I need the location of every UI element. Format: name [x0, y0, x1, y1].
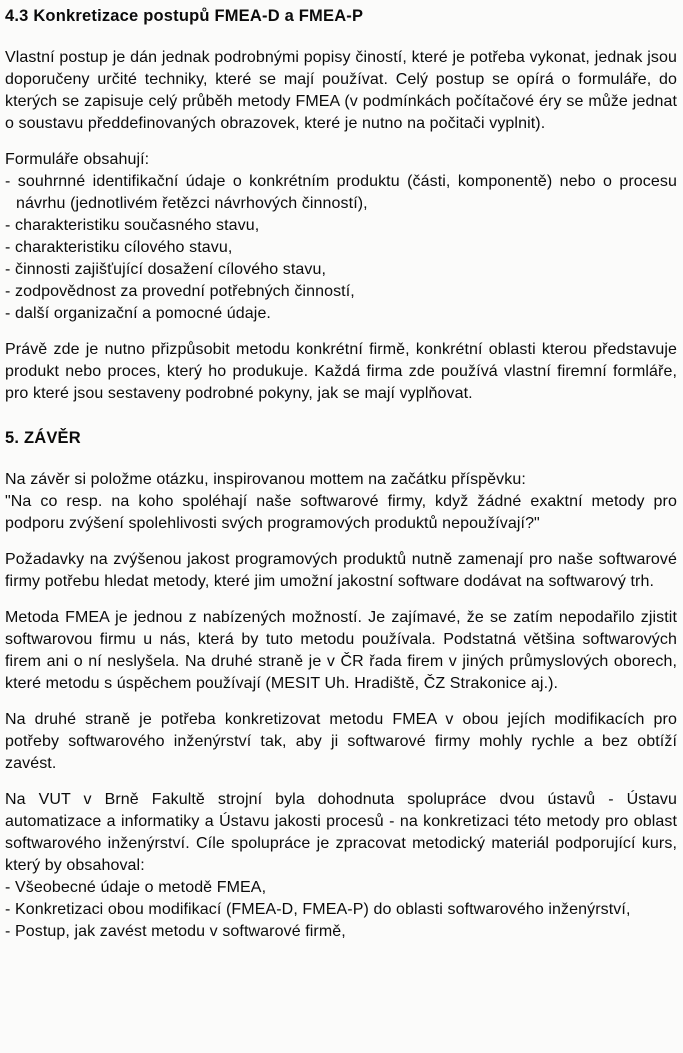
- paragraph-concretize: Na druhé straně je potřeba konkretizovat metodu FMEA v obou jejích modifikacích pro potřeby softwarového inženýrství tak, aby ji softwarové firmy mohly rychle a bez obtíží zavést.: [5, 711, 677, 772]
- list-item: - souhrnné identifikační údaje o konkrétním produktu (části, komponentě) nebo o procesu návrhu (jednotlivém řetězci návrhových činností),: [5, 173, 677, 212]
- list-item: - Postup, jak zavést metodu v softwarové firmě,: [5, 923, 346, 940]
- heading-section-5: 5. ZÁVĚR: [5, 429, 81, 447]
- list-item: - zodpovědnost za provední potřebných činností,: [5, 283, 355, 300]
- heading-section-4-3: 4.3 Konkretizace postupů FMEA-D a FMEA-P: [5, 7, 364, 25]
- paragraph-adaptation: Právě zde je nutno přizpůsobit metodu konkrétní firmě, konkrétní oblasti kterou představuje produkt nebo proces, který ho produkuje. Každá firma zde používá vlastní firemní formláře, pro které jsou sestaveny podrobné pokyny, jak se mají vyplňovat.: [5, 341, 677, 402]
- list-item: - charakteristiku cílového stavu,: [5, 239, 233, 256]
- list-item: - činnosti zajišťující dosažení cílového stavu,: [5, 261, 327, 278]
- paragraph-vut-cooperation: Na VUT v Brně Fakultě strojní byla dohodnuta spolupráce dvou ústavů - Ústavu automatizace a informatiky a Ústavu jakosti procesů - na konkretizaci této metody pro oblast softwarového inženýrství. Cíle spolupráce je zpracovat metodický materiál podporující kurs, který by obsahoval:: [5, 791, 677, 874]
- course-content-list: [5, 877, 677, 943]
- paragraph-fmea-option: Metoda FMEA je jednou z nabízených možností. Je zajímavé, že se zatím nepodařilo zjistit softwarovou firmu u nás, která by tuto metodu používala. Podstatná většina softwarových firem ani o ní neslyšela. Na druhé straně je v ČR řada firem v jiných průmyslových oborech, které metodu s úspěchem používají (MESIT Uh. Hradiště, ČZ Strakonice aj.).: [5, 609, 677, 692]
- paragraph-forms-intro: Formuláře obsahují:: [5, 151, 150, 168]
- paragraph-requirements: Požadavky na zvýšenou jakost programových produktů nutně zamenají pro naše softwarové firmy potřebu hledat metody, které jim umožní jakostní software dodávat na softwarový trh.: [5, 551, 677, 590]
- closing-question-quote: "Na co resp. na koho spoléhají naše softwarové firmy, když žádné exaktní metody pro podporu zvýšení spolehlivosti svých programových produktů nepoužívají?": [5, 493, 677, 532]
- list-item: - Všeobecné údaje o metodě FMEA,: [5, 879, 267, 896]
- list-item: - charakteristiku současného stavu,: [5, 217, 260, 234]
- paragraph-closing-question: [5, 469, 677, 535]
- list-item: - další organizační a pomocné údaje.: [5, 305, 271, 322]
- paragraph-own-procedure: Vlastní postup je dán jednak podrobnými popisy čiností, které je potřeba vykonat, jednak jsou doporučeny určité techniky, které se mají používat. Celý postup se opírá o formuláře, do kterých se zapisuje celý průběh metody FMEA (v podmínkách počítačové éry se může jednat o soustavu předdefinovaných obrazovek, které je nutno na počitači vyplnit).: [5, 49, 677, 132]
- list-item: - Konkretizaci obou modifikací (FMEA-D, FMEA-P) do oblasti softwarového inženýrství,: [5, 901, 631, 918]
- forms-content-list: [5, 171, 677, 325]
- closing-question-intro: Na závěr si položme otázku, inspirovanou mottem na začátku příspěvku:: [5, 471, 526, 488]
